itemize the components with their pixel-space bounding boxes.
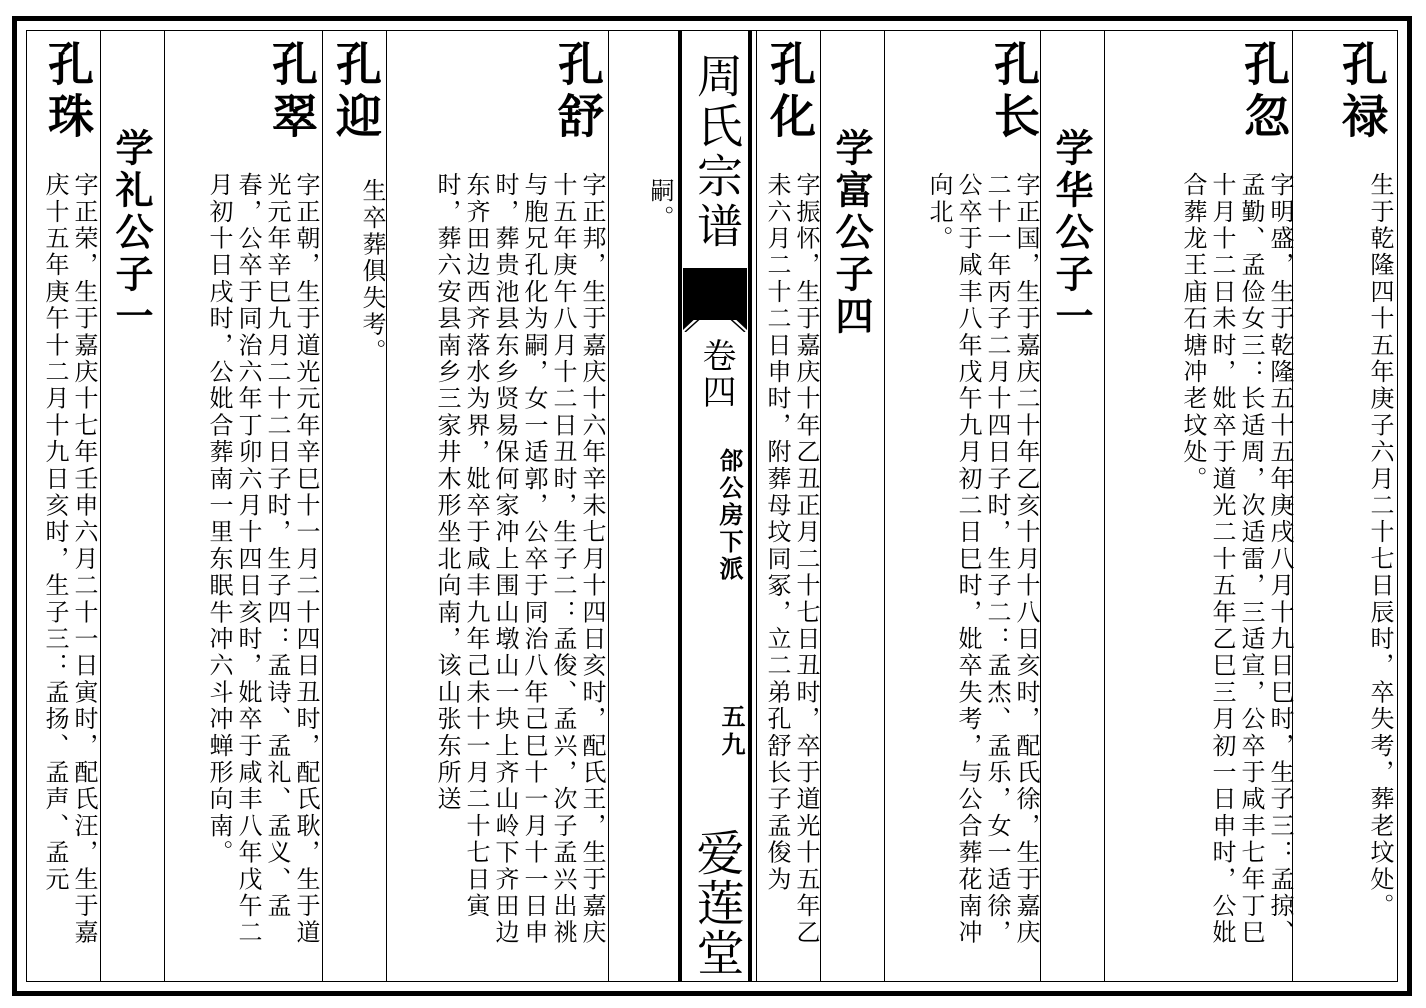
- generation-heading: 学华公子一: [1049, 128, 1094, 338]
- person-name: 孔忽: [1237, 40, 1291, 144]
- column-divider: [1104, 30, 1105, 982]
- column-divider: [164, 30, 165, 982]
- volume-label: 卷四: [696, 338, 736, 410]
- biography-text: 字正荣，生于嘉庆十七年壬申六月二十一日寅时，配氏汪，生于嘉庆十五年庚午十二月十九日亥时，生子三：孟扬、孟声、孟元: [41, 172, 98, 947]
- spine-border-left: [678, 30, 682, 982]
- column-divider: [386, 30, 387, 982]
- person-name: 孔长: [987, 40, 1041, 144]
- column-divider: [322, 30, 323, 982]
- column-divider: [608, 30, 609, 982]
- biography-text: 字正邦，生于嘉庆十六年辛未七月十四日亥时，配氏王，生于嘉庆十五年庚午八月十二日丑时，生子二：孟俊、孟兴，次子孟兴出祧与胞兄孔化为嗣，女一适郭，公卒于同治八年己巳十一月十一日申时，葬贵池县东乡贤易保何家冲上围山墩山一块上齐山岭下齐田边东齐田边西齐落水为界，妣卒于咸丰九年己未十一月二十七日寅时，葬六安县南乡三家井木形坐北向南，该山张东所送: [433, 172, 606, 947]
- column-divider: [1040, 30, 1041, 982]
- biography-text: 字正朝，生于道光元年辛巳十一月二十四日丑时，配氏耿，生于道光元年辛巳九月二十二日子时，生子四：孟诗、孟礼、孟义、孟春，公卒于同治六年丁卯六月十四日亥时，妣卒于咸丰八年戊午二月初十日戌时，公妣合葬南一里东眠牛冲六斗冲蝉形向南。: [205, 172, 320, 947]
- spine-border-right: [748, 30, 752, 982]
- branch-label: 郃公房下派: [715, 448, 743, 583]
- person-name: 孔化: [763, 40, 817, 144]
- person-name: 孔禄: [1335, 40, 1389, 144]
- generation-heading: 学礼公子一: [109, 128, 154, 338]
- column-divider: [884, 30, 885, 982]
- biography-text-part: 字明盛，生于乾隆五十五年庚戌八月十九日巳时，生子三：孟掠、孟勤、孟俭: [1237, 172, 1294, 947]
- biography-text: 字正国，生于嘉庆二十年乙亥十月十八日亥时，配氏徐，生于嘉庆二十一年丙子二月十四日子时，生子二：孟杰、孟乐，女一适徐，公卒于咸丰八年戊午九月初二日巳时，妣卒失考，与公合葬花南冲向北。: [925, 172, 1040, 947]
- column-divider: [820, 30, 821, 982]
- biography-text: [1179, 172, 1294, 962]
- person-name: 孔舒: [551, 40, 605, 144]
- column-divider: [100, 30, 101, 982]
- book-title: 周氏宗谱: [690, 52, 744, 252]
- page-number: 五九: [717, 704, 746, 760]
- person-name: 孔珠: [41, 40, 95, 144]
- biography-text: 嗣。: [646, 178, 674, 232]
- person-name: 孔翠: [265, 40, 319, 144]
- biography-text: 字振怀，生于嘉庆十年乙丑正月二十七日丑时，卒于道光十五年乙未六月二十二日申时，附葬母坟同冢，立二弟孔舒长子孟俊为: [763, 172, 820, 947]
- person-name: 孔迎: [329, 40, 383, 144]
- biography-text: 生卒葬俱失考。: [358, 178, 386, 365]
- biography-text-part: 女三：长适周，次适雷，三适宣，公卒于咸丰七年丁巳十月十二日未时，妣卒于道光二十五年乙巳三月初一日申时，公妣合葬龙王庙石塘冲老坟处。: [1179, 172, 1265, 947]
- hall-name: 爱莲堂: [688, 828, 744, 978]
- fishtail-notch-icon: [683, 296, 747, 332]
- column-divider: [756, 30, 757, 982]
- generation-heading: 学富公子四: [829, 128, 874, 338]
- biography-text: 生于乾隆四十五年庚子六月二十七日辰时，卒失考，葬老坟处。: [1366, 172, 1394, 920]
